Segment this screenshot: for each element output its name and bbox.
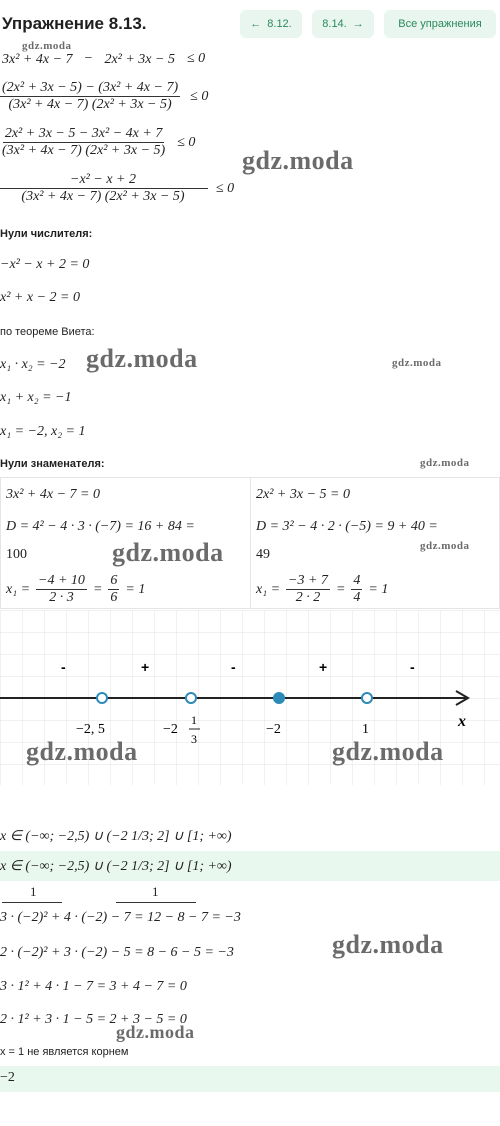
- fraction-num: 6: [110, 573, 118, 588]
- equals-sign: =: [92, 581, 103, 597]
- interval-sign: -: [231, 659, 236, 675]
- numerator-eq-5: x₁ = −2, x₂ = 1: [0, 424, 86, 439]
- open-point: [362, 693, 372, 703]
- watermark: gdz.moda: [22, 40, 72, 52]
- inequality-line-2: [0, 126, 195, 159]
- root-result: = 1: [368, 581, 389, 597]
- open-point: [97, 693, 107, 703]
- watermark: gdz.moda: [86, 344, 198, 373]
- final-answer: −2: [0, 1070, 15, 1085]
- fraction-num: −4 + 10: [38, 573, 85, 588]
- fraction-num: 4: [353, 573, 361, 588]
- highlighted-final-row: [0, 1066, 500, 1092]
- calc-line-3: 3 · 1² + 4 · 1 − 7 = 3 + 4 − 7 = 0: [0, 979, 187, 994]
- fraction-num: 1: [152, 884, 159, 899]
- open-point: [186, 693, 196, 703]
- watermark: gdz.moda: [420, 457, 470, 469]
- interval-sign: +: [141, 659, 150, 675]
- root-prefix: x₁ =: [6, 581, 31, 597]
- tick-label-num: 1: [191, 713, 197, 727]
- closed-point: [274, 693, 284, 703]
- vieta-note: по теореме Виета:: [0, 326, 95, 338]
- equals-sign: =: [335, 581, 346, 597]
- fraction-num: −x² − x + 2: [0, 172, 208, 189]
- fraction-bar: [2, 902, 62, 903]
- inequality-line-1: [0, 80, 208, 113]
- calc-line-1: 3 · (−2)² + 4 · (−2) − 7 = 12 − 8 − 7 = −3: [0, 910, 241, 925]
- answer-line-1: x ∈ (−∞; −2,5) ∪ (−2 1/3; 2] ∪ [1; +∞): [0, 829, 232, 844]
- calc-line-2: 2 · (−2)² + 3 · (−2) − 5 = 8 − 6 − 5 = −3: [0, 945, 234, 960]
- denominator-right-disc: D = 3² − 4 · 2 · (−5) = 9 + 40 =: [256, 519, 438, 534]
- fraction-num: (2x² + 3x − 5) − (3x² + 4x − 7): [2, 80, 179, 95]
- root-result: = 1: [125, 581, 146, 597]
- inequality-line-3: [0, 172, 234, 205]
- calc-line-4: 2 · 1² + 3 · 1 − 5 = 2 + 3 − 5 = 0: [0, 1012, 187, 1027]
- interval-sign: +: [319, 659, 328, 675]
- fraction-den: 2x² + 3x − 5: [104, 52, 175, 67]
- inequality-sign: ≤ 0: [186, 51, 206, 66]
- interval-sign: -: [61, 659, 66, 675]
- denominator-left-disc: D = 4² − 4 · 3 · (−7) = 16 + 84 =: [6, 519, 195, 534]
- prev-label: 8.12.: [267, 18, 292, 30]
- fraction-bar: [116, 902, 196, 903]
- interval-sign: -: [410, 659, 415, 675]
- inequality-line-0: 3x² + 4x − 7 − 2x² + 3x − 5 ≤ 0: [2, 51, 206, 67]
- numerator-eq-4: x₁ + x₂ = −1: [0, 390, 72, 405]
- answer-line-2: x ∈ (−∞; −2,5) ∪ (−2 1/3; 2] ∪ [1; +∞): [0, 859, 232, 874]
- inequality-sign: ≤ 0: [190, 88, 209, 104]
- numerator-eq-1: −x² − x + 2 = 0: [0, 257, 90, 272]
- numerator-eq-3: x₁ · x₂ = −2: [0, 357, 66, 372]
- fraction-den: 3x² + 4x − 7: [2, 52, 73, 67]
- fraction-den: 6: [110, 590, 118, 605]
- fraction-num: 2x² + 3x − 5 − 3x² − 4x + 7: [4, 126, 163, 141]
- root-note: x = 1 не является корнем: [0, 1046, 129, 1058]
- tick-label: 1: [362, 722, 369, 737]
- denominator-left-disc-value: 100: [6, 547, 27, 562]
- all-exercises-label: Все упражнения: [398, 18, 482, 30]
- number-line-diagram: [0, 610, 500, 785]
- fraction-den: 4: [353, 590, 361, 605]
- page-title: Упражнение 8.13.: [2, 14, 147, 33]
- watermark: gdz.moda: [116, 1022, 195, 1042]
- watermark: gdz.moda: [332, 737, 444, 766]
- arrow-right-icon: →: [352, 18, 364, 30]
- denominator-right-eq: 2x² + 3x − 5 = 0: [256, 487, 350, 502]
- axis-variable-label: x: [458, 713, 466, 730]
- fraction-den: 2 · 3: [49, 590, 74, 605]
- denominator-zeros-heading: Нули знаменателя:: [0, 458, 105, 470]
- fraction-den: (3x² + 4x − 7) (2x² + 3x − 5): [21, 189, 185, 204]
- fraction-num: −3 + 7: [288, 573, 328, 588]
- denominator-left-root: [6, 573, 145, 606]
- denominator-right-root: [256, 573, 388, 606]
- tick-label: −2, 5: [76, 722, 105, 737]
- denominator-right-disc-value: 49: [256, 547, 270, 562]
- numerator-zeros-heading: Нули числителя:: [0, 228, 93, 240]
- next-exercise-button[interactable]: [312, 10, 374, 38]
- watermark: gdz.moda: [26, 737, 138, 766]
- fraction-den: 2 · 2: [295, 590, 321, 605]
- numerator-eq-2: x² + x − 2 = 0: [0, 290, 80, 305]
- fraction-den: (3x² + 4x − 7) (2x² + 3x − 5): [8, 97, 172, 112]
- prev-exercise-button[interactable]: [240, 10, 302, 38]
- root-prefix: x₁ =: [256, 581, 281, 597]
- tick-label: −2: [163, 722, 178, 737]
- tick-label: −2: [266, 722, 281, 737]
- watermark: gdz.moda: [112, 538, 224, 567]
- watermark: gdz.moda: [420, 540, 470, 552]
- watermark: gdz.moda: [392, 357, 442, 369]
- denominator-left-eq: 3x² + 4x − 7 = 0: [6, 487, 100, 502]
- next-label: 8.14.: [322, 18, 347, 30]
- all-exercises-button[interactable]: [384, 10, 496, 38]
- fraction-den: (3x² + 4x − 7) (2x² + 3x − 5): [2, 143, 166, 158]
- watermark: gdz.moda: [242, 146, 354, 175]
- inequality-sign: ≤ 0: [216, 180, 235, 196]
- fraction-num: 1: [30, 884, 37, 899]
- watermark: gdz.moda: [332, 930, 444, 959]
- inequality-sign: ≤ 0: [177, 134, 196, 150]
- arrow-left-icon: ←: [250, 18, 262, 30]
- tick-label-den: 3: [191, 732, 197, 746]
